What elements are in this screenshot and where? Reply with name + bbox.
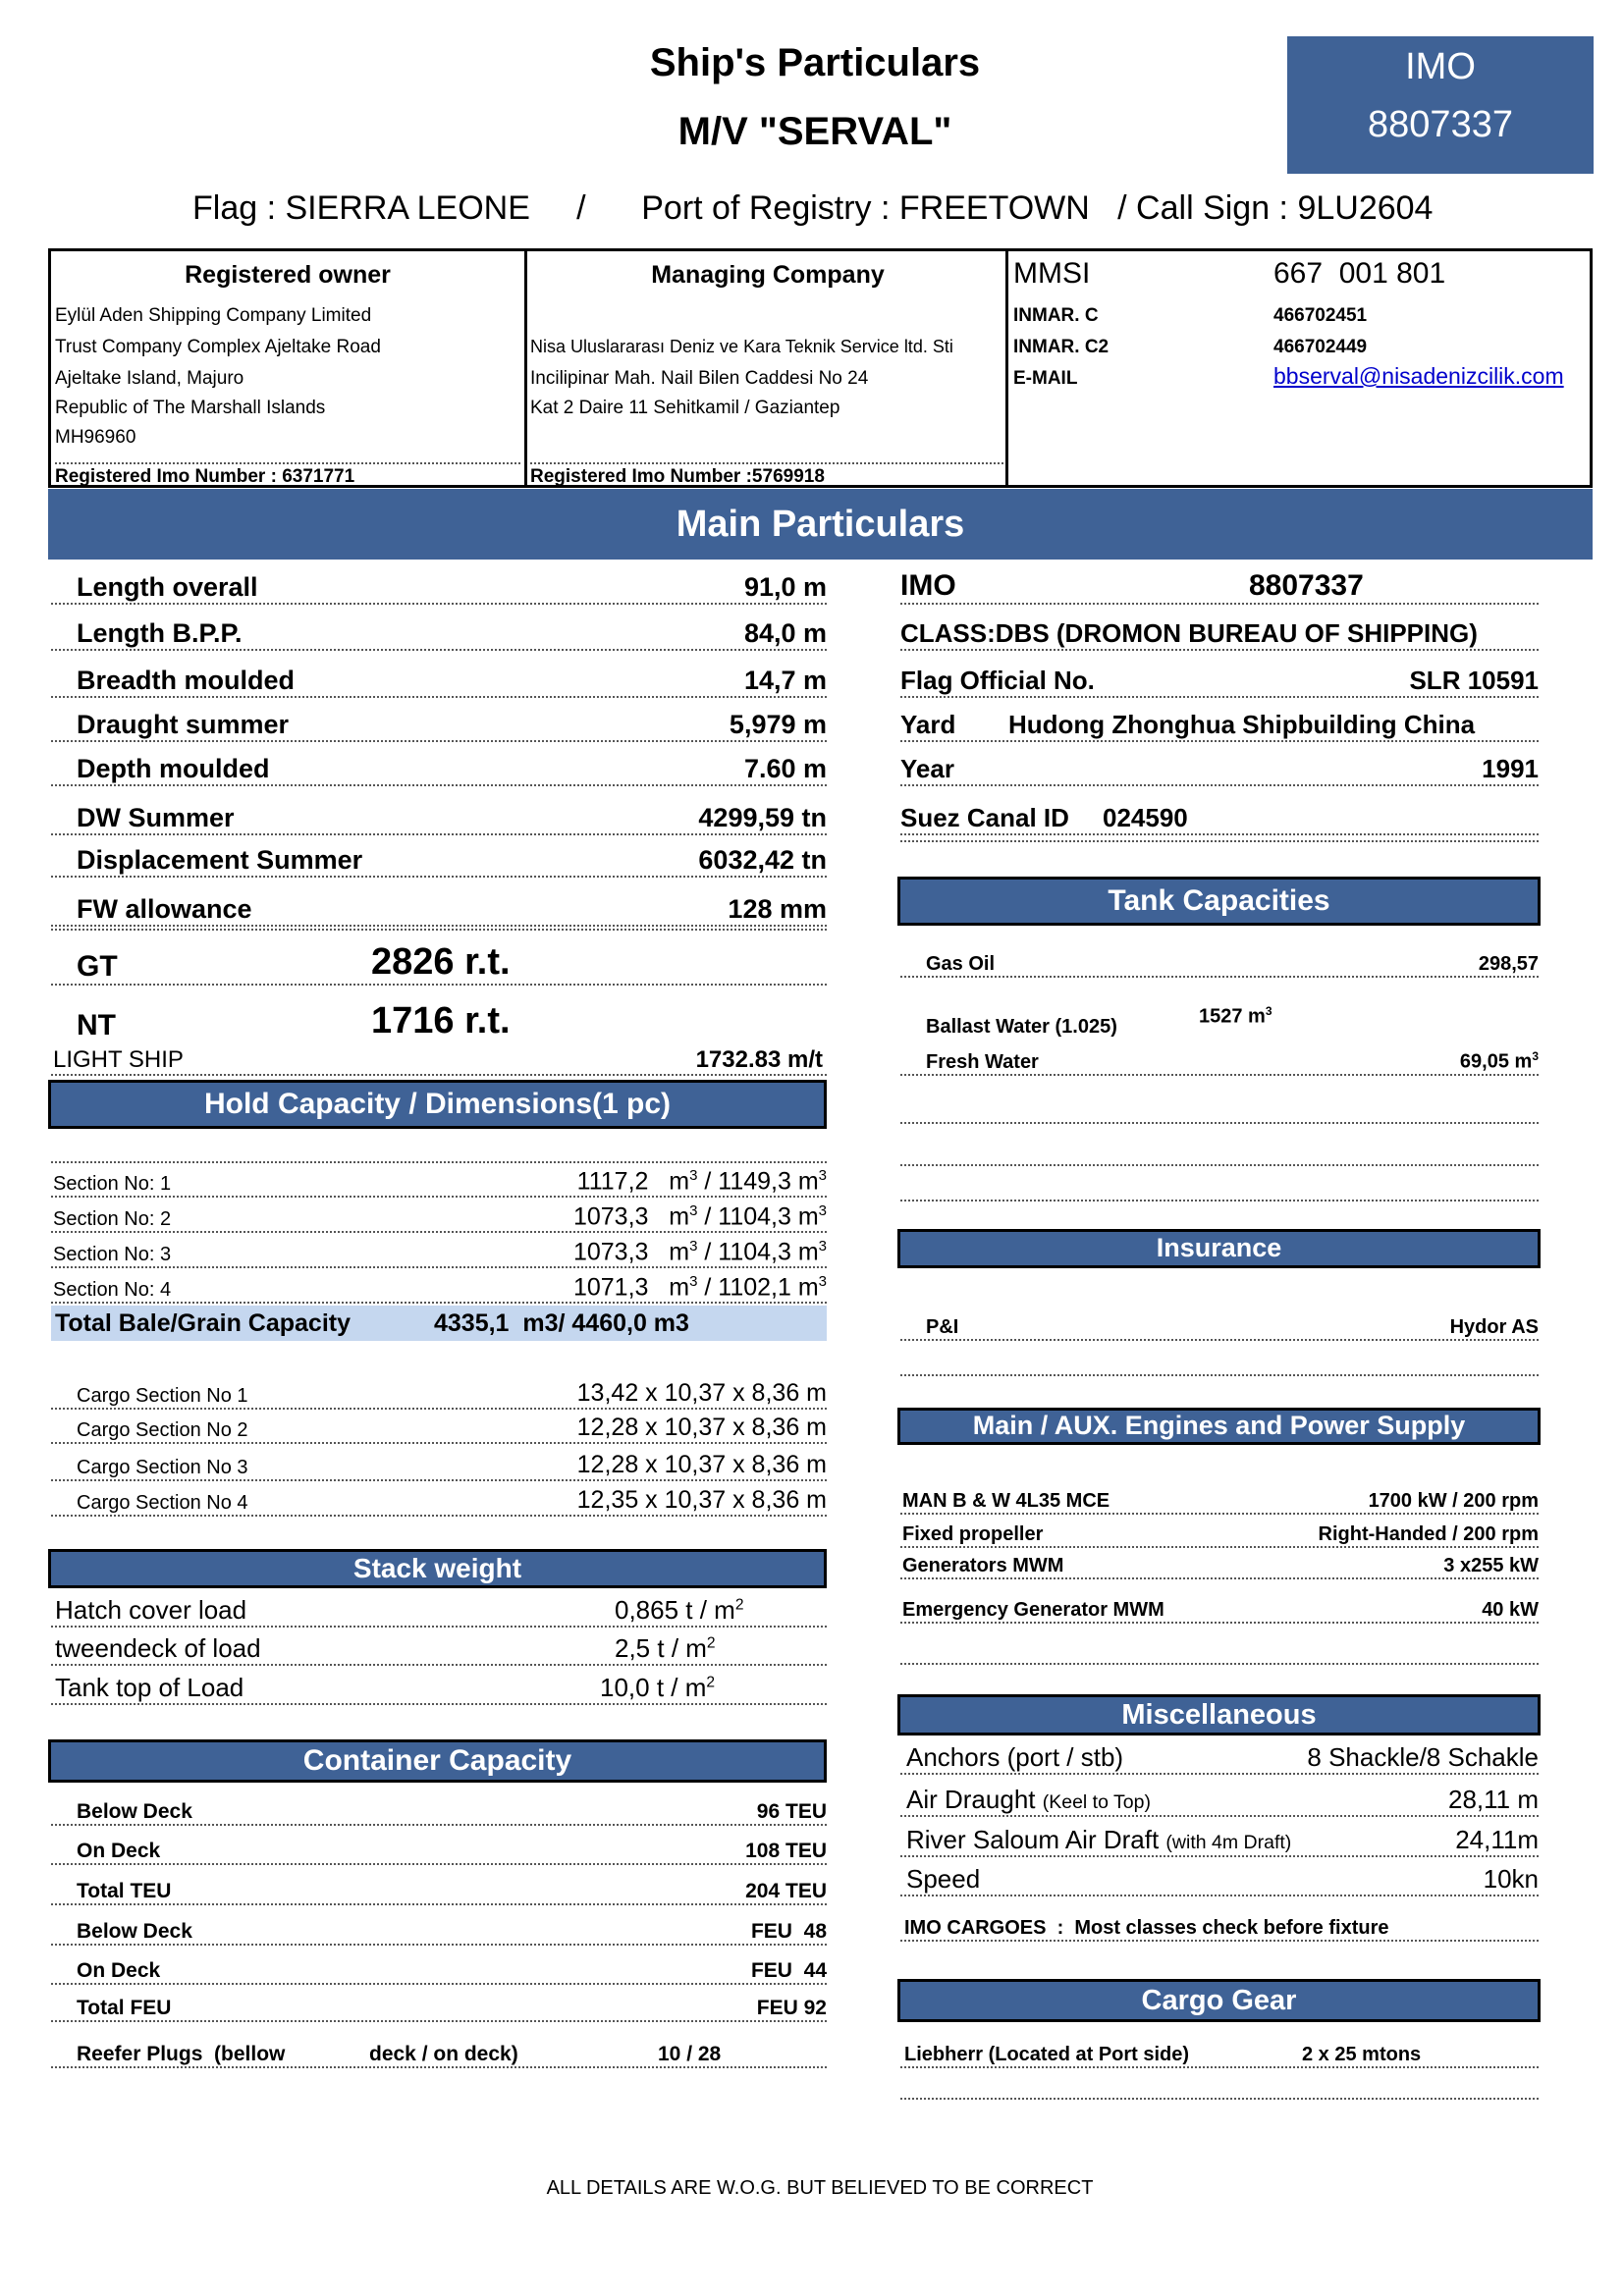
container-value: FEU 48 (750, 1920, 827, 1943)
owner-line-5: MH96960 (55, 427, 136, 448)
length-bpp-row (51, 615, 827, 651)
inmarc-value: 466702451 (1273, 305, 1368, 326)
divider-line (900, 840, 1539, 842)
inmarc2-value: 466702449 (1273, 337, 1368, 357)
owner-imo-number: Registered Imo Number : 6371771 (55, 462, 520, 488)
yard-row (900, 707, 1539, 742)
cargo-gear-bar: Cargo Gear (897, 1979, 1541, 2022)
divider-line (900, 1164, 1539, 1166)
section-row-4 (51, 1270, 827, 1304)
displacement-value: 6032,42 tn (698, 845, 827, 875)
feu-on-deck-row (51, 1953, 827, 1985)
manager-line-1: Nisa Uluslararası Deniz ve Kara Teknik Service ltd. Sti (530, 337, 953, 356)
anchors-value: 8 Shackle/8 Schakle (1307, 1742, 1539, 1772)
ballast-row (900, 999, 1539, 1039)
total-capacity-row (51, 1306, 827, 1341)
divider-line (900, 1200, 1539, 1201)
total-capacity-label: Total Bale/Grain Capacity (55, 1308, 352, 1337)
divider-line (51, 1161, 827, 1163)
cargo-section-label: Cargo Section No 4 (77, 1492, 248, 1514)
yard-label: Yard (900, 710, 956, 739)
container-value: FEU 92 (756, 1997, 827, 2019)
container-label: Total TEU (77, 1880, 172, 1902)
speed-value: 10kn (1483, 1864, 1539, 1894)
reefer-plugs-row (51, 2037, 827, 2068)
container-capacity-bar: Container Capacity (48, 1739, 827, 1783)
container-label: Below Deck (77, 1800, 192, 1823)
imo-label: IMO (900, 569, 956, 602)
divider-line (900, 1663, 1539, 1665)
footer-disclaimer: ALL DETAILS ARE W.O.G. BUT BELIEVED TO BE CORRECT (546, 2177, 1094, 2199)
managing-company-heading: Managing Company (651, 261, 885, 289)
suez-row (900, 800, 1539, 835)
river-air-draft-label: River Saloum Air Draft (with 4m Draft) (906, 1825, 1292, 1854)
fresh-water-row (900, 1041, 1539, 1076)
displacement-row (51, 842, 827, 878)
section-value: 1071,3 $m^3 / 1102,1$ $m^3$ (572, 1272, 827, 1301)
length-bpp-label: Length B.P.P. (77, 618, 243, 648)
engine-label: Generators MWM (902, 1555, 1064, 1576)
stack-weight-bar: Stack weight (48, 1549, 827, 1588)
ballast-value: 1527 $m^3$ (1199, 1004, 1272, 1028)
gas-oil-label: Gas Oil (926, 953, 996, 975)
imo-box-label: IMO (1405, 46, 1476, 87)
depth-value: 7.60 m (743, 754, 827, 783)
miscellaneous-bar: Miscellaneous (897, 1694, 1541, 1735)
tweendeck-label: tweendeck of load (55, 1633, 261, 1663)
cargo-section-value: 12,35 x 10,37 x 8,36 m (576, 1486, 827, 1514)
imo-box (1287, 36, 1594, 174)
tank-top-label: Tank top of Load (55, 1673, 244, 1702)
pi-row (900, 1306, 1539, 1341)
cargo-section-value: 12,28 x 10,37 x 8,36 m (576, 1451, 827, 1478)
section-row-3 (51, 1235, 827, 1268)
section-label: Section No: 1 (53, 1173, 172, 1195)
cargo-gear-value: 2 x 25 mtons (1302, 2044, 1422, 2065)
divider-line (51, 929, 827, 931)
container-label: Total FEU (77, 1997, 172, 2019)
cargo-section-row-1 (51, 1376, 827, 1410)
engine-label: MAN B & W 4L35 MCE (902, 1490, 1110, 1512)
cargo-section-label: Cargo Section No 1 (77, 1385, 248, 1407)
registered-owner-column (51, 251, 524, 485)
container-value: 108 TEU (745, 1840, 827, 1862)
draught-label: Draught summer (77, 710, 290, 739)
main-particulars-bar: Main Particulars (48, 489, 1593, 560)
anchors-label: Anchors (port / stb) (906, 1742, 1124, 1772)
manager-line-3: Kat 2 Daire 11 Sehitkamil / Gaziantep (530, 398, 840, 418)
title-line-1: Ship's Particulars (649, 41, 981, 84)
suez-label: Suez Canal ID (900, 803, 1069, 832)
owner-line-1: Eylül Aden Shipping Company Limited (55, 305, 372, 326)
section-row-2 (51, 1200, 827, 1233)
breadth-label: Breadth moulded (77, 666, 296, 695)
cargo-section-label: Cargo Section No 3 (77, 1457, 248, 1478)
insurance-bar: Insurance (897, 1229, 1541, 1268)
depth-label: Depth moulded (77, 754, 270, 783)
breadth-row (51, 663, 827, 698)
manager-imo-number: Registered Imo Number :5769918 (530, 462, 1003, 488)
length-overall-row (51, 569, 827, 605)
lightship-value: 1732.83 m/t (695, 1046, 823, 1073)
fw-allowance-row (51, 889, 827, 927)
hatch-cover-row (51, 1592, 827, 1628)
lightship-label: LIGHT SHIP (53, 1046, 184, 1073)
gas-oil-value: 298,57 (1478, 953, 1539, 975)
section-value: 1073,3 $m^3 / 1104,3$ $m^3$ (572, 1201, 827, 1230)
tank-top-row (51, 1670, 827, 1705)
speed-row (900, 1861, 1539, 1896)
air-draught-row (900, 1782, 1539, 1817)
cargo-section-value: 13,42 x 10,37 x 8,36 m (576, 1379, 827, 1407)
gt-row (51, 934, 827, 986)
section-value: 1117,2 $m^3 / 1149,3$ $m^3$ (576, 1166, 827, 1195)
reefer-mid-label: deck / on deck) (369, 2043, 518, 2065)
emergency-generator-row (900, 1590, 1539, 1624)
draught-value: 5,979 m (729, 710, 827, 739)
breadth-value: 14,7 m (743, 666, 827, 695)
air-draught-label: Air Draught (Keel to Top) (906, 1785, 1151, 1814)
generators-row (900, 1550, 1539, 1579)
yard-value: Hudong Zhonghua Shipbuilding China (1008, 710, 1476, 739)
year-value: 1991 (1482, 754, 1539, 783)
cargo-section-row-2 (51, 1411, 827, 1444)
tank-capacities-bar: Tank Capacities (897, 877, 1541, 926)
owner-line-4: Republic of The Marshall Islands (55, 398, 326, 418)
dw-summer-value: 4299,59 tn (698, 803, 827, 832)
flag-official-row (900, 663, 1539, 698)
tank-top-value: 10,0 t / $m^2$ (600, 1673, 716, 1702)
registered-owner-heading: Registered owner (185, 261, 391, 289)
section-label: Section No: 4 (53, 1279, 172, 1301)
container-label: On Deck (77, 1840, 161, 1862)
container-label: On Deck (77, 1959, 161, 1982)
propeller-row (900, 1517, 1539, 1548)
nt-value: 1716 r.t. (371, 1000, 511, 1041)
imo-cargoes-text: IMO CARGOES : Most classes check before fixture (904, 1917, 1389, 1939)
fresh-water-value: 69,05 $m^3$ (1459, 1049, 1539, 1073)
total-capacity-value: 4335,1 m3/ 4460,0 m3 (434, 1308, 689, 1337)
container-value: 96 TEU (756, 1800, 827, 1823)
dw-summer-row (51, 800, 827, 835)
flag-official-label: Flag Official No. (900, 666, 1095, 695)
pi-value: Hydor AS (1449, 1316, 1539, 1338)
imo-row (900, 567, 1539, 605)
engine-value: 40 kW (1482, 1599, 1539, 1621)
section-label: Section No: 3 (53, 1244, 172, 1265)
container-value: 204 TEU (745, 1880, 827, 1902)
gt-label: GT (77, 950, 118, 983)
flag-official-value: SLR 10591 (1409, 666, 1539, 695)
manager-line-2: Incilipinar Mah. Nail Bilen Caddesi No 24 (530, 368, 869, 389)
class-text: CLASS:DBS (DROMON BUREAU OF SHIPPING) (900, 618, 1478, 648)
engine-label: Fixed propeller (902, 1523, 1044, 1545)
gas-oil-row (900, 942, 1539, 978)
tweendeck-row (51, 1630, 827, 1666)
owner-info-box (48, 248, 1593, 488)
nt-label: NT (77, 1009, 116, 1041)
section-label: Section No: 2 (53, 1208, 172, 1230)
length-overall-label: Length overall (77, 572, 258, 602)
draught-row (51, 707, 827, 742)
nt-row (51, 993, 827, 1042)
speed-label: Speed (906, 1864, 981, 1894)
imo-value: 8807337 (1249, 569, 1364, 602)
hatch-cover-value: 0,865 t / $m^2$ (615, 1595, 744, 1625)
contact-column (1005, 251, 1590, 485)
suez-value: 024590 (1103, 803, 1188, 832)
engine-value: 1700 kW / 200 rpm (1368, 1490, 1539, 1512)
cargo-section-row-4 (51, 1483, 827, 1517)
hatch-cover-label: Hatch cover load (55, 1595, 247, 1625)
cargo-gear-label: Liebherr (Located at Port side) (904, 2044, 1190, 2065)
gt-value: 2826 r.t. (371, 941, 511, 983)
pi-label: P&I (926, 1316, 959, 1338)
teu-on-deck-row (51, 1834, 827, 1865)
mmsi-value: 667 001 801 (1273, 257, 1446, 290)
flag-registry-line: Flag : SIERRA LEONE / Port of Registry : FREETOWN / Call Sign : 9LU2604 (192, 189, 1434, 227)
river-air-draft-row (900, 1822, 1539, 1857)
inmarc-label: INMAR. C (1013, 305, 1099, 326)
teu-total-row (51, 1874, 827, 1905)
section-value: 1073,3 $m^3 / 1104,3$ $m^3$ (572, 1237, 827, 1265)
cargo-gear-row (900, 2037, 1539, 2068)
engines-bar: Main / AUX. Engines and Power Supply (897, 1408, 1541, 1445)
reefer-value: 10 / 28 (658, 2043, 722, 2065)
cargo-section-value: 12,28 x 10,37 x 8,36 m (576, 1414, 827, 1441)
container-value: FEU 44 (750, 1959, 827, 1982)
year-row (900, 751, 1539, 786)
cargo-section-label: Cargo Section No 2 (77, 1419, 248, 1441)
depth-row (51, 751, 827, 786)
cargo-section-row-3 (51, 1448, 827, 1481)
fw-allowance-value: 128 mm (728, 894, 827, 924)
imo-box-number: 8807337 (1368, 104, 1513, 145)
dw-summer-label: DW Summer (77, 803, 235, 832)
engine-label: Emergency Generator MWM (902, 1599, 1164, 1621)
divider-line (900, 1122, 1539, 1124)
main-engine-row (900, 1481, 1539, 1515)
title-line-2: M/V "SERVAL" (677, 110, 952, 153)
fresh-water-label: Fresh Water (926, 1051, 1039, 1073)
engine-value: Right-Handed / 200 rpm (1318, 1523, 1539, 1545)
inmarc2-label: INMAR. C2 (1013, 337, 1110, 357)
tweendeck-value: 2,5 t / $m^2$ (615, 1633, 716, 1663)
air-draught-value: 28,11 m (1447, 1785, 1539, 1814)
engine-value: 3 x255 kW (1443, 1555, 1539, 1576)
hold-capacity-bar: Hold Capacity / Dimensions(1 pc) (48, 1080, 827, 1129)
fw-allowance-label: FW allowance (77, 894, 252, 924)
email-label: E-MAIL (1013, 368, 1078, 389)
section-row-1 (51, 1164, 827, 1198)
mmsi-label: MMSI (1013, 257, 1091, 290)
river-air-draft-value: 24,11m (1455, 1825, 1539, 1854)
teu-below-deck-row (51, 1794, 827, 1826)
divider-line (900, 2098, 1539, 2100)
feu-total-row (51, 1991, 827, 2022)
imo-cargoes-row (900, 1910, 1539, 1942)
owner-line-2: Trust Company Complex Ajeltake Road (55, 337, 381, 357)
ballast-label: Ballast Water (1.025) (926, 1016, 1117, 1038)
anchors-row (900, 1739, 1539, 1775)
divider-line (900, 1374, 1539, 1376)
feu-below-deck-row (51, 1914, 827, 1946)
lightship-row (51, 1044, 827, 1076)
reefer-label: Reefer Plugs (bellow (77, 2043, 286, 2065)
container-label: Below Deck (77, 1920, 192, 1943)
email-link[interactable]: bbserval@nisadenizcilik.com (1273, 363, 1564, 389)
length-overall-value: 91,0 m (743, 572, 827, 602)
class-row (900, 615, 1539, 651)
managing-company-column (524, 251, 1005, 485)
owner-line-3: Ajeltake Island, Majuro (55, 368, 244, 389)
year-label: Year (900, 754, 954, 783)
length-bpp-value: 84,0 m (743, 618, 827, 648)
displacement-label: Displacement Summer (77, 845, 363, 875)
